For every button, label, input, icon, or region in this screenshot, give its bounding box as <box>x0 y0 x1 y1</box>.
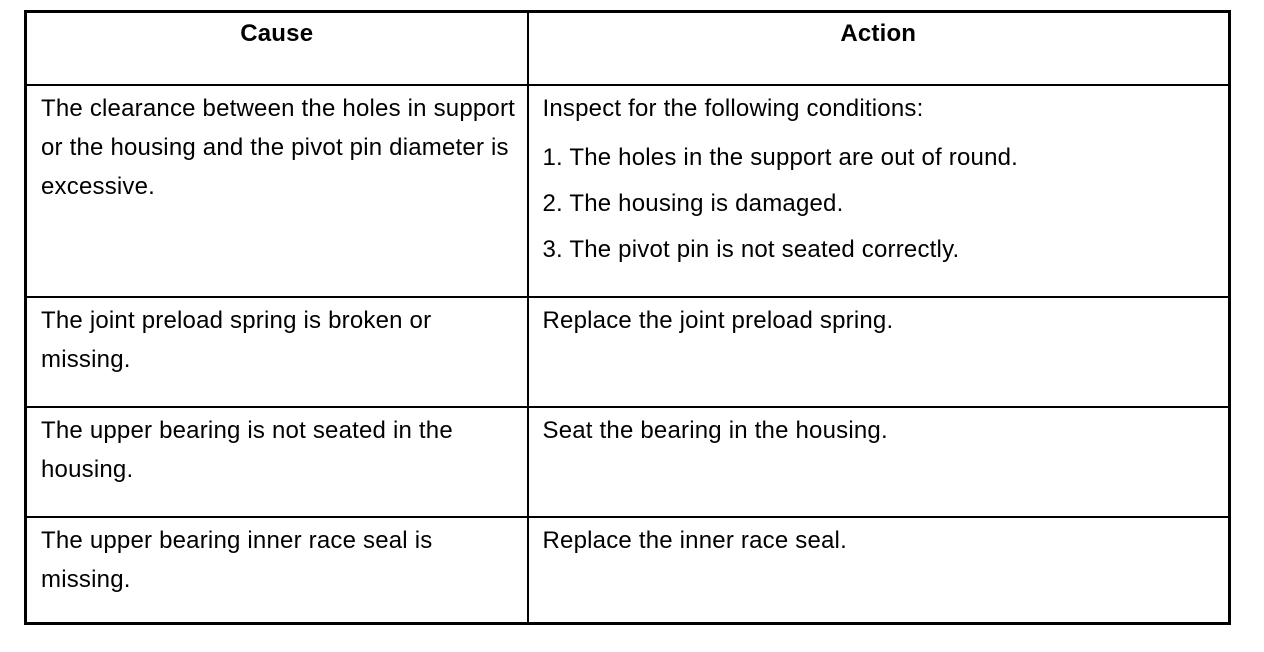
cause-column-header: Cause <box>26 12 528 86</box>
cause-text: The joint preload spring is broken or missing. <box>41 307 432 373</box>
table-row <box>26 85 1230 297</box>
list-item: 1. The holes in the support are out of round. <box>542 144 1019 171</box>
list-item: 2. The housing is damaged. <box>542 190 844 217</box>
cause-cell <box>26 297 528 407</box>
action-cell <box>528 297 1230 407</box>
action-text: Replace the inner race seal. <box>542 527 847 554</box>
cause-text: The upper bearing inner race seal is missing. <box>41 527 433 593</box>
action-cell <box>528 85 1230 297</box>
action-intro-text: Inspect for the following conditions: <box>542 95 924 122</box>
action-text: Replace the joint preload spring. <box>542 307 894 334</box>
action-cell <box>528 407 1230 517</box>
inspection-steps-list <box>543 135 1229 273</box>
cause-cell <box>26 407 528 517</box>
list-item: 3. The pivot pin is not seated correctly. <box>542 236 960 263</box>
table-header <box>26 12 1230 86</box>
action-column-header: Action <box>528 12 1230 86</box>
action-cell <box>528 517 1230 624</box>
table-row <box>26 407 1230 517</box>
cause-action-table <box>24 10 1231 625</box>
cause-cell <box>26 517 528 624</box>
table-row <box>26 517 1230 624</box>
table-row <box>26 297 1230 407</box>
header-row <box>26 12 1230 86</box>
cause-cell <box>26 85 528 297</box>
action-text: Seat the bearing in the housing. <box>542 417 888 444</box>
cause-text: The upper bearing is not seated in the housing. <box>41 417 453 483</box>
cause-text: The clearance between the holes in support or the housing and the pivot pin diameter is excessive. <box>41 95 516 200</box>
table-body <box>26 85 1230 624</box>
action-content <box>529 86 1229 273</box>
